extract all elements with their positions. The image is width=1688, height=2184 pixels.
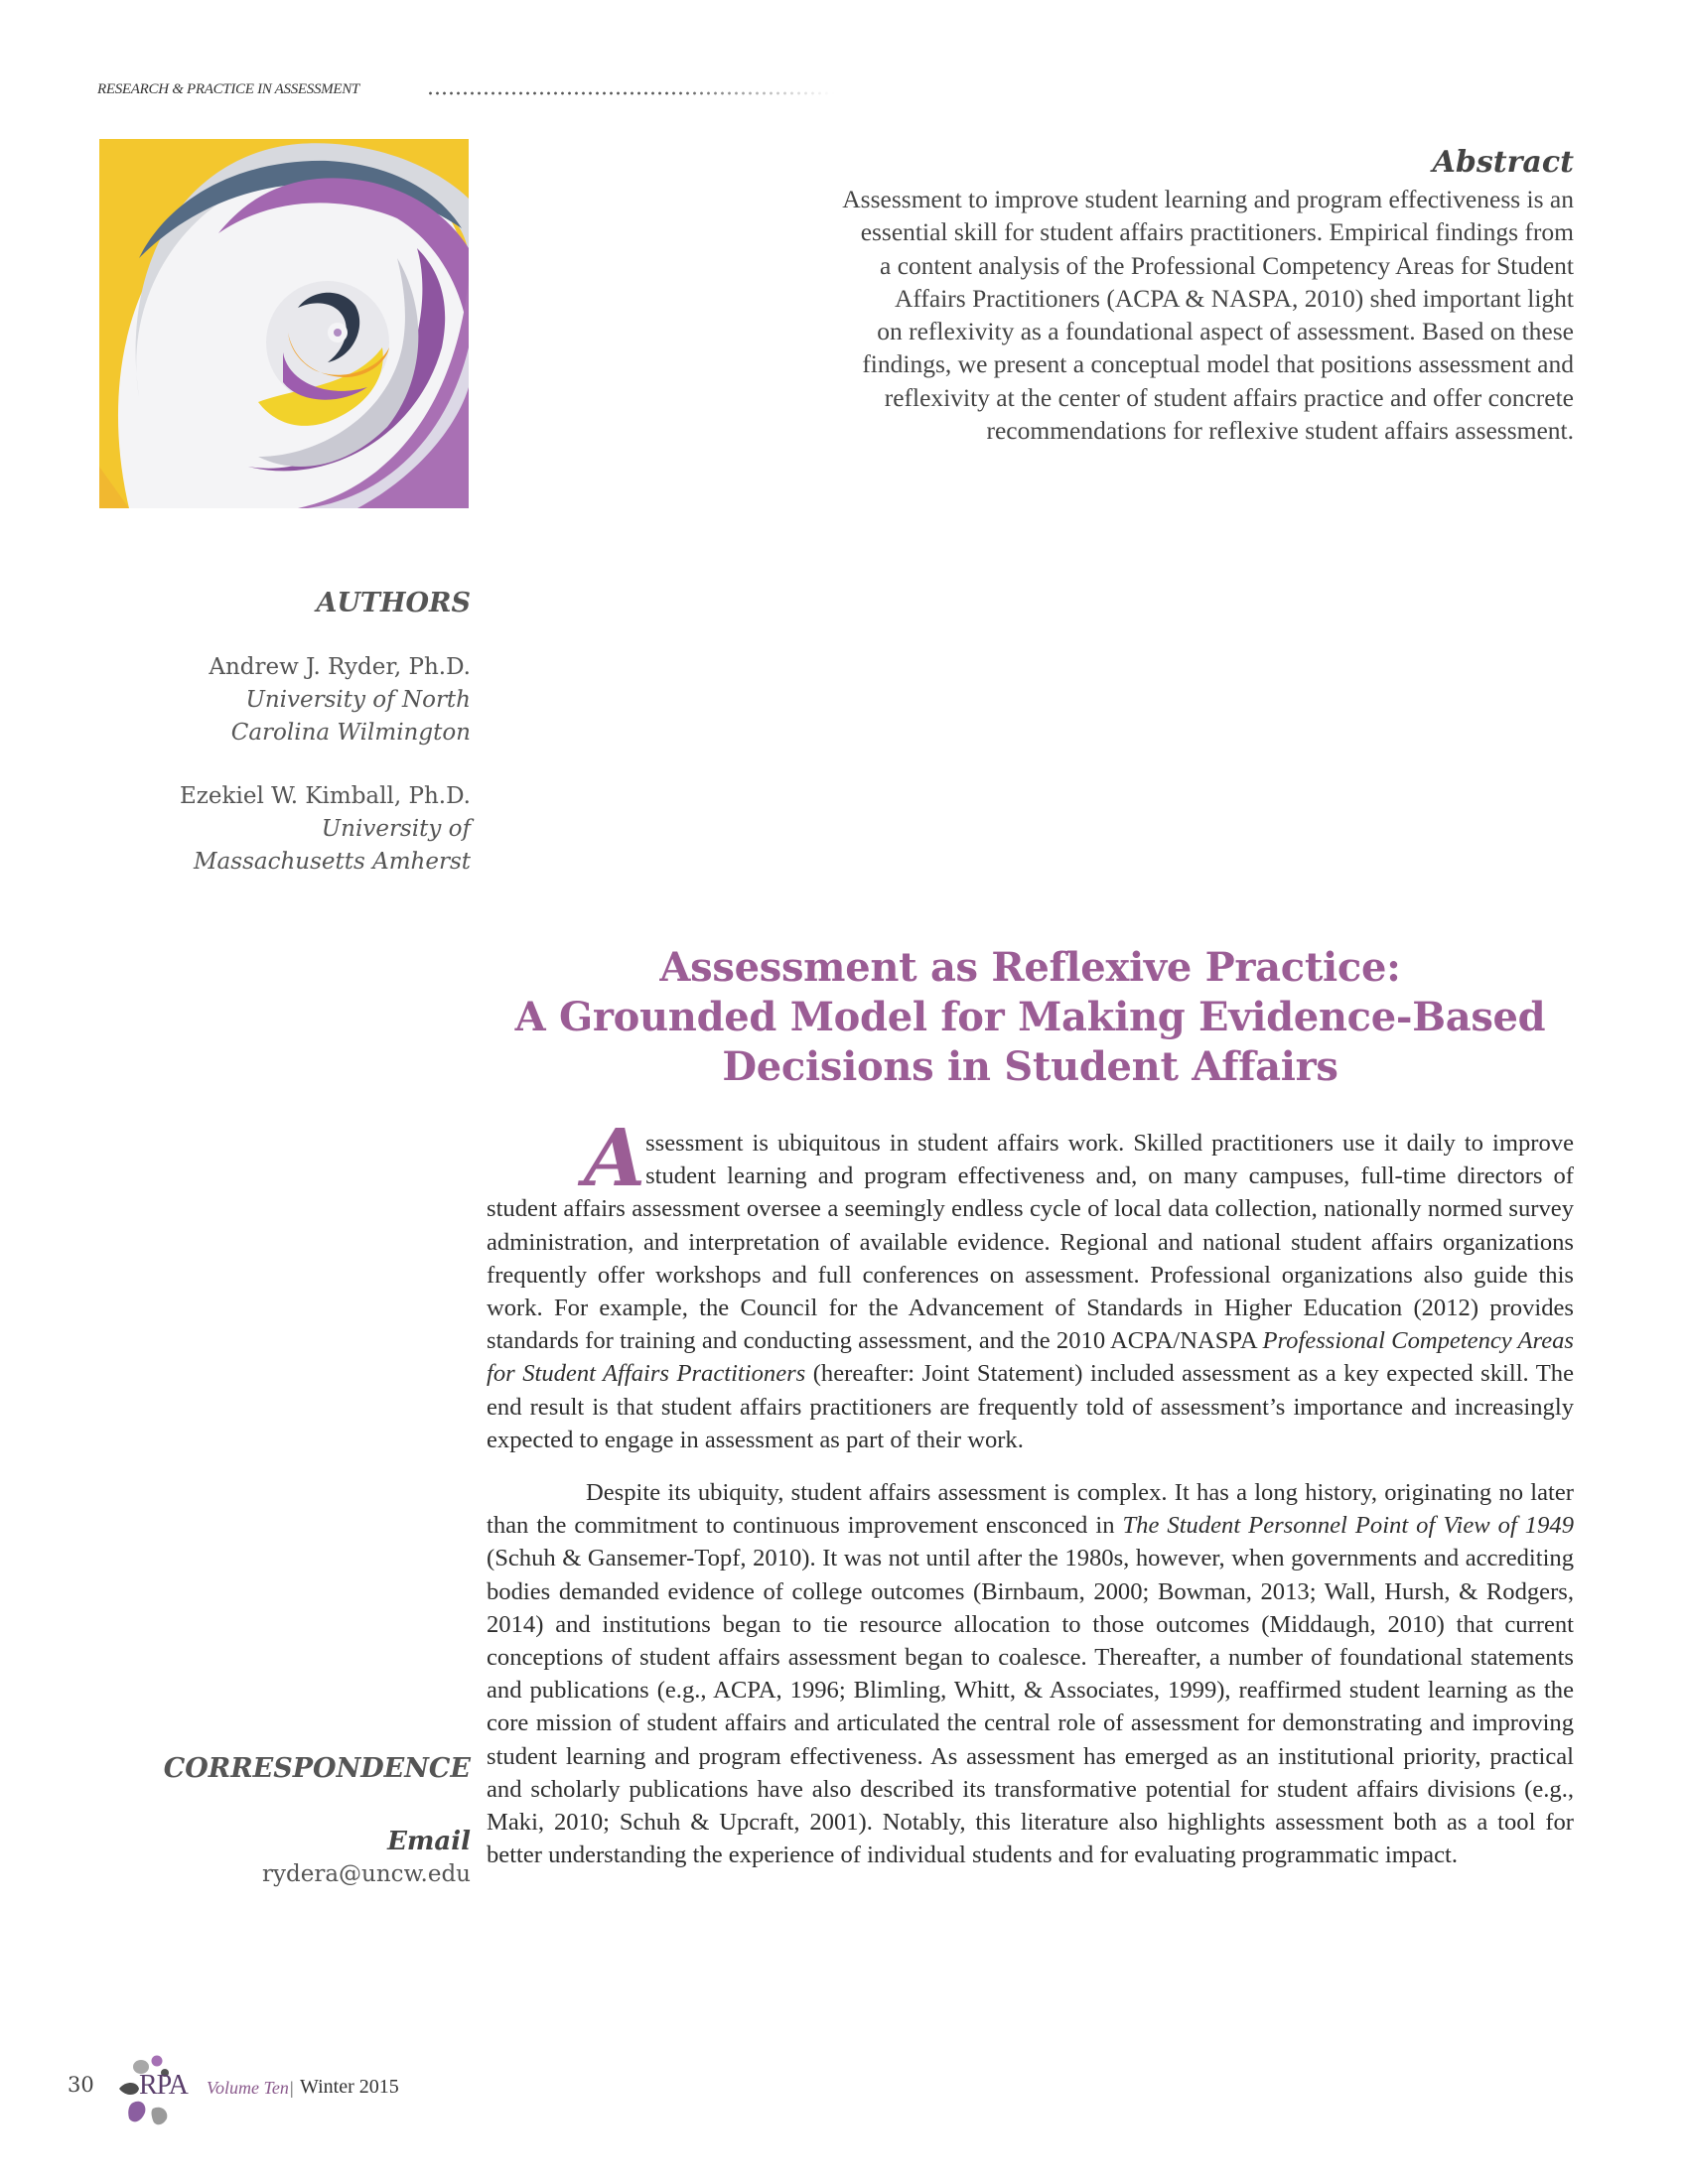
- abstract-line: Affairs Practitioners (ACPA & NASPA, 2010) shed important light: [894, 283, 1574, 313]
- abstract-line: Assessment to improve student learning and program effectiveness is an: [842, 185, 1574, 213]
- abstract-line: recommendations for reflexive student affairs assessment.: [986, 416, 1574, 446]
- abstract-line: essential skill for student affairs practitioners. Empirical findings from: [860, 217, 1574, 247]
- body-paragraph: [487, 1476, 1574, 1871]
- paragraph-italic-title: Professional Competency Areas for Student Affairs Practitioners: [487, 1327, 1575, 1388]
- abstract-line: reflexivity at the center of student affairs practice and offer concrete: [884, 382, 1574, 412]
- abstract-body: [700, 183, 1574, 447]
- email-label: Email: [387, 1827, 471, 1856]
- article-body: [487, 1111, 1575, 1871]
- rpa-logo-text: RPA: [139, 2070, 188, 2101]
- drop-cap: A: [584, 1111, 646, 1204]
- title-line: A Grounded Model for Making Evidence-Based: [514, 994, 1546, 1040]
- footer-separator: |: [290, 2078, 294, 2098]
- abstract-line: findings, we present a conceptual model that positions assessment and: [862, 349, 1574, 379]
- paragraph-italic-title: The Student Personnel Point of View of 1949: [1122, 1512, 1574, 1540]
- abstract-line: on reflexivity as a foundational aspect of assessment. Based on these: [877, 317, 1574, 346]
- paragraph-text: (hereafter: Joint Statement) included assessment as a key expected skill. The end result is that student affairs practitioners are frequently told of assessment’s importance and increasingly expected to engage in assessment as part of their work.: [487, 1360, 1574, 1453]
- paragraph-text: ssessment is ubiquitous in student affairs work. Skilled practitioners use it daily to improve student learning and program effectiveness and, on many campuses, full-time directors of student affairs assessment oversee a seemingly endless cycle of local data collection, nationally normed survey administration, and interpretation of available evidence. Regional and national student affairs organizations frequently offer workshops and full conferences on assessment. Professional organizations also guide this work. For example, the Council for the Advancement of Standards in Higher Education (2012) provides standards for training and conducting assessment, and the 2010 ACPA/NASPA: [487, 1130, 1574, 1355]
- footer-issue-date: Winter 2015: [300, 2076, 399, 2098]
- author-affiliation: University of: [321, 816, 471, 842]
- email-link[interactable]: rydera@uncw.edu: [262, 1861, 471, 1887]
- abstract-line: a content analysis of the Professional Competency Areas for Student: [880, 250, 1574, 280]
- swirl-artwork-icon: [99, 139, 469, 508]
- paragraph-text: Despite its ubiquity, student affairs assessment is complex. It has a long history, originating no later than the commitment to continuous improvement ensconced in: [487, 1479, 1574, 1540]
- author-name: Ezekiel W. Kimball, Ph.D.: [180, 783, 471, 809]
- cover-swirl-image: [99, 139, 469, 508]
- author-affiliation: Massachusetts Amherst: [194, 849, 471, 875]
- author-affiliation: Carolina Wilmington: [230, 720, 471, 746]
- author-entry: [180, 780, 471, 879]
- title-line: Assessment as Reflexive Practice:: [659, 944, 1401, 991]
- running-head: RESEARCH & PRACTICE IN ASSESSMENT: [97, 81, 359, 97]
- author-name: Andrew J. Ryder, Ph.D.: [209, 654, 471, 680]
- authors-heading: AUTHORS: [316, 588, 471, 618]
- title-line: Decisions in Student Affairs: [722, 1043, 1338, 1090]
- correspondence-heading: CORRESPONDENCE: [163, 1753, 471, 1784]
- author-affiliation: University of North: [245, 687, 471, 713]
- running-head-dotted-rule: [427, 91, 834, 95]
- paragraph-text: (Schuh & Gansemer-Topf, 2010). It was not until after the 1980s, however, when governments and accrediting bodies demanded evidence of college outcomes (Birnbaum, 2000; Bowman, 2013; Wall, Hursh, & Rodgers, 2014) and institutions began to tie resource allocation to those outcomes (Middaugh, 2010) that current conceptions of student affairs assessment began to coalesce. Thereafter, a number of foundational statements and publications (e.g., ACPA, 1996; Blimling, Whitt, & Associates, 1999), reaffirmed student learning as the core mission of student affairs and articulated the central role of assessment for demonstrating and improving student learning and program effectiveness. As assessment has emerged as an institutional priority, practical and scholarly publications have also described its transformative potential for student affairs divisions (e.g., Maki, 2010; Schuh & Upcraft, 2001). Notably, this literature also highlights assessment both as a tool for better understanding the experience of individual students and for evaluating programmatic impact.: [487, 1545, 1574, 1869]
- footer-volume: Volume Ten: [207, 2078, 289, 2098]
- page-number: 30: [68, 2073, 94, 2097]
- abstract-heading: Abstract: [1432, 145, 1574, 180]
- article-title: [487, 943, 1574, 1092]
- author-entry: [209, 651, 471, 750]
- body-paragraph: [487, 1111, 1575, 1456]
